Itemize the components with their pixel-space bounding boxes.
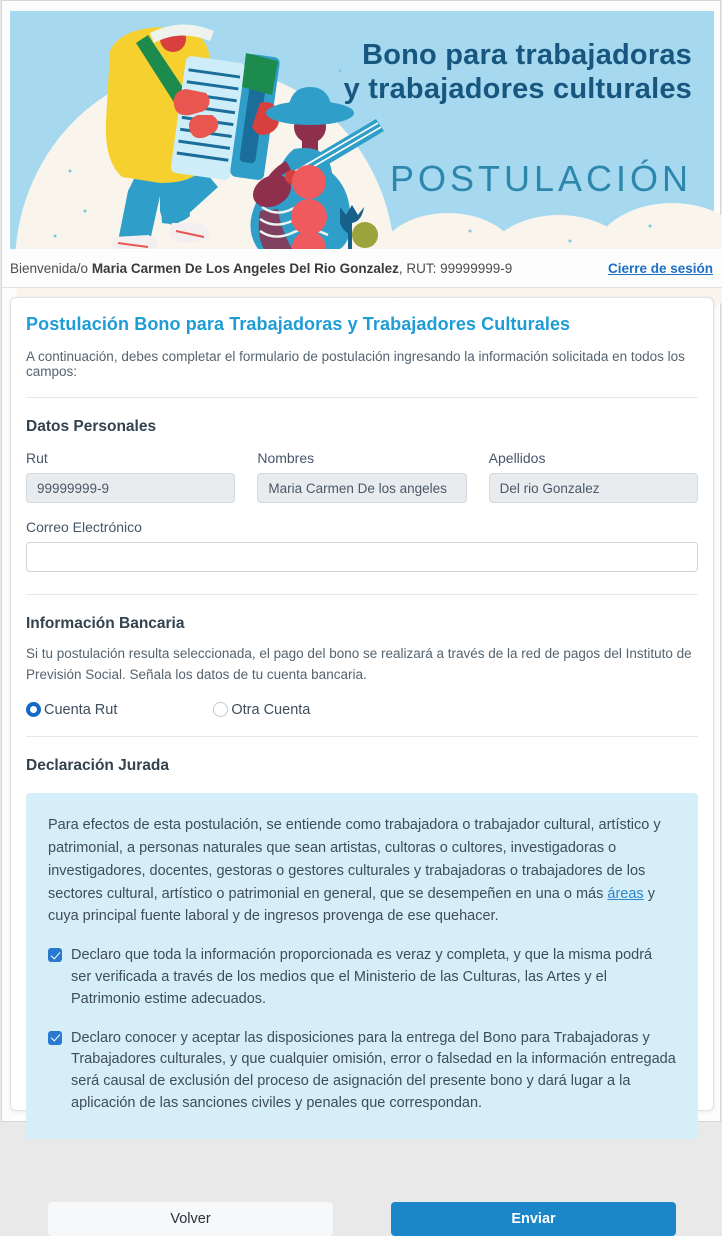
declaration-checkbox-row-2 [48,1028,676,1115]
declaration-intro-before: Para efectos de esta postulación, se entiende como trabajadora o trabajador cultural, artístico y patrimonial, a personas naturales que sean artistas, cultoras o cultores, investigadoras o investigadores, docentes, gestoras o gestores culturales y trabajadoras o trabajadores de los sectores cultural, artístico o patrimonial en general, que se desempeñen en una o más [48,816,661,902]
surnames-field-group [489,450,698,503]
header-banner [10,11,714,249]
personal-fields-row [26,450,698,503]
checkbox-veracity-checked-icon[interactable] [48,948,62,962]
checkbox-veracity-label: Declaro que toda la información proporcionada es veraz y completa, y que la misma podrá ser verificada a través de los medios que el Ministerio de las Culturas, las Artes y el Patrimonio estime adecuados. [71,947,653,1007]
application-form-card [10,297,714,1227]
checkbox-acceptance-checked-icon[interactable] [48,1031,62,1045]
form-intro: A continuación, debes completar el formulario de postulación ingresando la información solicitada en todos los campos: [26,349,685,379]
bank-account-options [26,702,698,718]
page [1,0,721,1227]
banner-subtitle: POSTULACIÓN [389,158,692,200]
topbar [2,249,722,288]
user-rut: , RUT: 99999999-9 [398,260,513,276]
names-label: Nombres [257,450,315,466]
email-label: Correo Electrónico [26,519,142,535]
submit-button[interactable]: Enviar [391,1202,676,1236]
areas-link[interactable]: áreas [607,885,644,902]
declaration-intro-after: y cuya principal fuente laboral y de ingresos provenga de ese quehacer. [48,885,655,925]
form-actions [26,1182,698,1236]
radio-option-otra-cuenta[interactable] [213,702,310,718]
welcome-prefix: Bienvenida/o [10,260,92,276]
form-title: Postulación Bono para Trabajadoras y Trabajadores Culturales [26,314,571,334]
personal-data-heading: Datos Personales [26,418,157,435]
divider [26,736,698,737]
email-field-group [26,519,698,572]
bank-info-heading: Información Bancaria [26,615,185,632]
banner-title-line1: Bono para trabajadoras [362,39,692,71]
checkbox-acceptance-label: Declaro conocer y aceptar las disposiciones para la entrega del Bono para Trabajadoras y Trabajadores culturales, y que cualquier omisión, error o falsedad en la información entregada será causal de exclusión del proceso de asignación del presente bono y dará lugar a la aplicación de las sanciones civiles y penales que correspondan. [71,1029,676,1111]
user-name: Maria Carmen De Los Angeles Del Rio Gonzalez [91,260,399,276]
surnames-input [489,473,698,503]
radio-selected-icon[interactable] [26,702,41,717]
divider [26,1163,698,1164]
surnames-label: Apellidos [488,450,546,466]
divider [26,594,698,595]
rut-label: Rut [26,450,48,466]
declaration-checkbox-row-1 [48,945,676,1010]
declaration-intro [48,814,676,929]
declaration-heading: Declaración Jurada [26,756,170,774]
radio-unselected-icon[interactable] [213,702,228,717]
rut-field-group [26,450,235,503]
divider [26,397,698,398]
radio-cuenta-rut-label: Cuenta Rut [44,701,118,718]
banner-title-line2: y trabajadores culturales [343,72,692,105]
names-input [257,473,466,503]
welcome-text [10,261,512,276]
rut-input [26,473,235,503]
declaration-box [26,793,698,1139]
back-button[interactable]: Volver [48,1202,333,1236]
radio-otra-cuenta-label: Otra Cuenta [231,701,311,718]
radio-option-cuenta-rut[interactable] [26,702,117,718]
logout-link[interactable]: Cierre de sesión [607,260,713,276]
banner-titles [344,39,692,200]
email-input[interactable] [26,542,698,572]
names-field-group [257,450,466,503]
bank-info-description: Si tu postulación resulta seleccionada, el pago del bono se realizará a través de la red de pagos del Instituto de Previsión Social. Señala los datos de tu cuenta bancaria. [26,646,692,682]
